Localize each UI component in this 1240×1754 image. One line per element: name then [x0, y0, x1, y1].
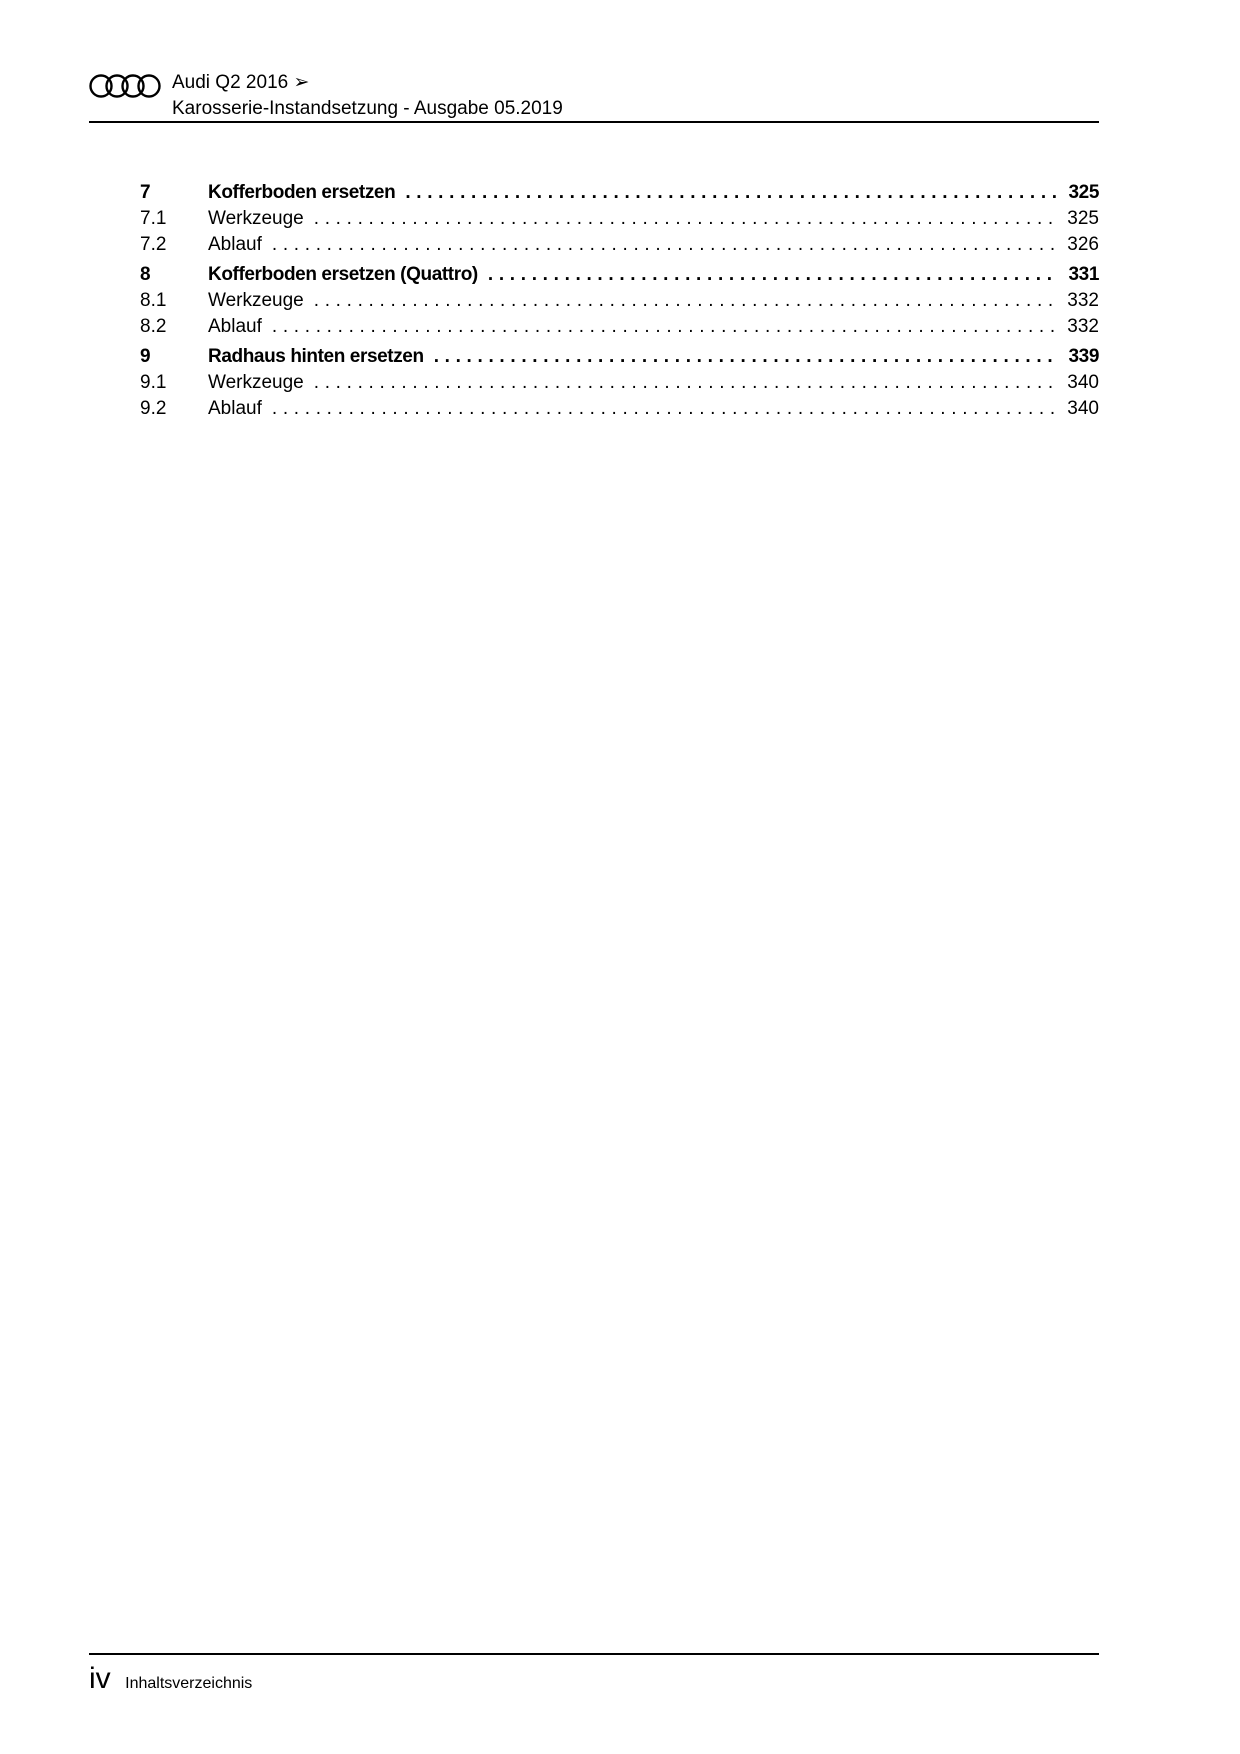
- toc-section-entry[interactable]: [140, 288, 1099, 314]
- toc-entry-line: [208, 370, 1099, 396]
- toc-entry-label: Ablauf: [208, 314, 272, 340]
- toc-entry-label: Werkzeuge: [208, 206, 314, 232]
- toc-entry-page: 325: [1067, 208, 1099, 229]
- document-subtitle: Karosserie-Instandsetzung - Ausgabe 05.2019: [172, 98, 563, 119]
- footer-section-title: Inhaltsverzeichnis: [125, 1675, 253, 1692]
- toc-section-entry[interactable]: [140, 396, 1099, 422]
- toc-entry-page: 331: [1068, 264, 1099, 285]
- toc-section-entry[interactable]: [140, 206, 1099, 232]
- toc-entry-page: 340: [1067, 372, 1099, 393]
- toc-entry-line: [208, 180, 1099, 206]
- toc-entry-number: 8: [140, 264, 151, 285]
- toc-entry-label: Kofferboden ersetzen (Quattro): [208, 262, 488, 288]
- toc-dot-leader: [434, 344, 1057, 370]
- toc-dot-leader: [314, 288, 1057, 314]
- page-footer: [89, 1662, 252, 1702]
- toc-entry-page: 332: [1067, 290, 1099, 311]
- toc-entry-number: 9.2: [140, 398, 167, 419]
- toc-dot-leader: [314, 370, 1057, 396]
- toc-entry-number: 7.2: [140, 234, 167, 255]
- toc-entry-number: 8.2: [140, 316, 167, 337]
- toc-entry-label: Ablauf: [208, 396, 272, 422]
- toc-entry-number: 9: [140, 346, 151, 367]
- toc-dot-leader: [272, 314, 1057, 340]
- toc-dot-leader: [272, 232, 1057, 258]
- toc-entry-page: 332: [1067, 316, 1099, 337]
- page-number: iv: [89, 1662, 111, 1695]
- toc-entry-label: Kofferboden ersetzen: [208, 180, 405, 206]
- toc-dot-leader: [488, 262, 1057, 288]
- toc-chapter-entry[interactable]: [140, 180, 1099, 206]
- toc-entry-page: 339: [1068, 346, 1099, 367]
- toc-entry-line: [208, 314, 1099, 340]
- toc-entry-line: [208, 288, 1099, 314]
- toc-entry-page: 325: [1068, 182, 1099, 203]
- toc-section-entry[interactable]: [140, 314, 1099, 340]
- toc-entry-number: 9.1: [140, 372, 167, 393]
- toc-section-entry[interactable]: [140, 232, 1099, 258]
- toc-entry-line: [208, 396, 1099, 422]
- table-of-contents: [140, 180, 1099, 422]
- toc-entry-number: 7: [140, 182, 151, 203]
- toc-chapter-entry[interactable]: [140, 344, 1099, 370]
- toc-entry-label: Werkzeuge: [208, 370, 314, 396]
- toc-entry-label: Ablauf: [208, 232, 272, 258]
- toc-section-entry[interactable]: [140, 370, 1099, 396]
- page-header: [89, 68, 1099, 124]
- footer-divider: [89, 1653, 1099, 1655]
- toc-entry-line: [208, 344, 1099, 370]
- toc-chapter-entry[interactable]: [140, 262, 1099, 288]
- toc-entry-page: 326: [1067, 234, 1099, 255]
- toc-entry-number: 7.1: [140, 208, 167, 229]
- toc-dot-leader: [272, 396, 1057, 422]
- document-title: Audi Q2 2016 ➢: [172, 72, 310, 93]
- toc-entry-number: 8.1: [140, 290, 167, 311]
- toc-entry-line: [208, 206, 1099, 232]
- toc-dot-leader: [405, 180, 1057, 206]
- toc-entry-page: 340: [1067, 398, 1099, 419]
- audi-rings-logo-icon: [89, 73, 161, 99]
- toc-entry-line: [208, 262, 1099, 288]
- toc-dot-leader: [314, 206, 1057, 232]
- toc-entry-label: Werkzeuge: [208, 288, 314, 314]
- toc-entry-label: Radhaus hinten ersetzen: [208, 344, 434, 370]
- toc-entry-line: [208, 232, 1099, 258]
- header-divider: [89, 121, 1099, 123]
